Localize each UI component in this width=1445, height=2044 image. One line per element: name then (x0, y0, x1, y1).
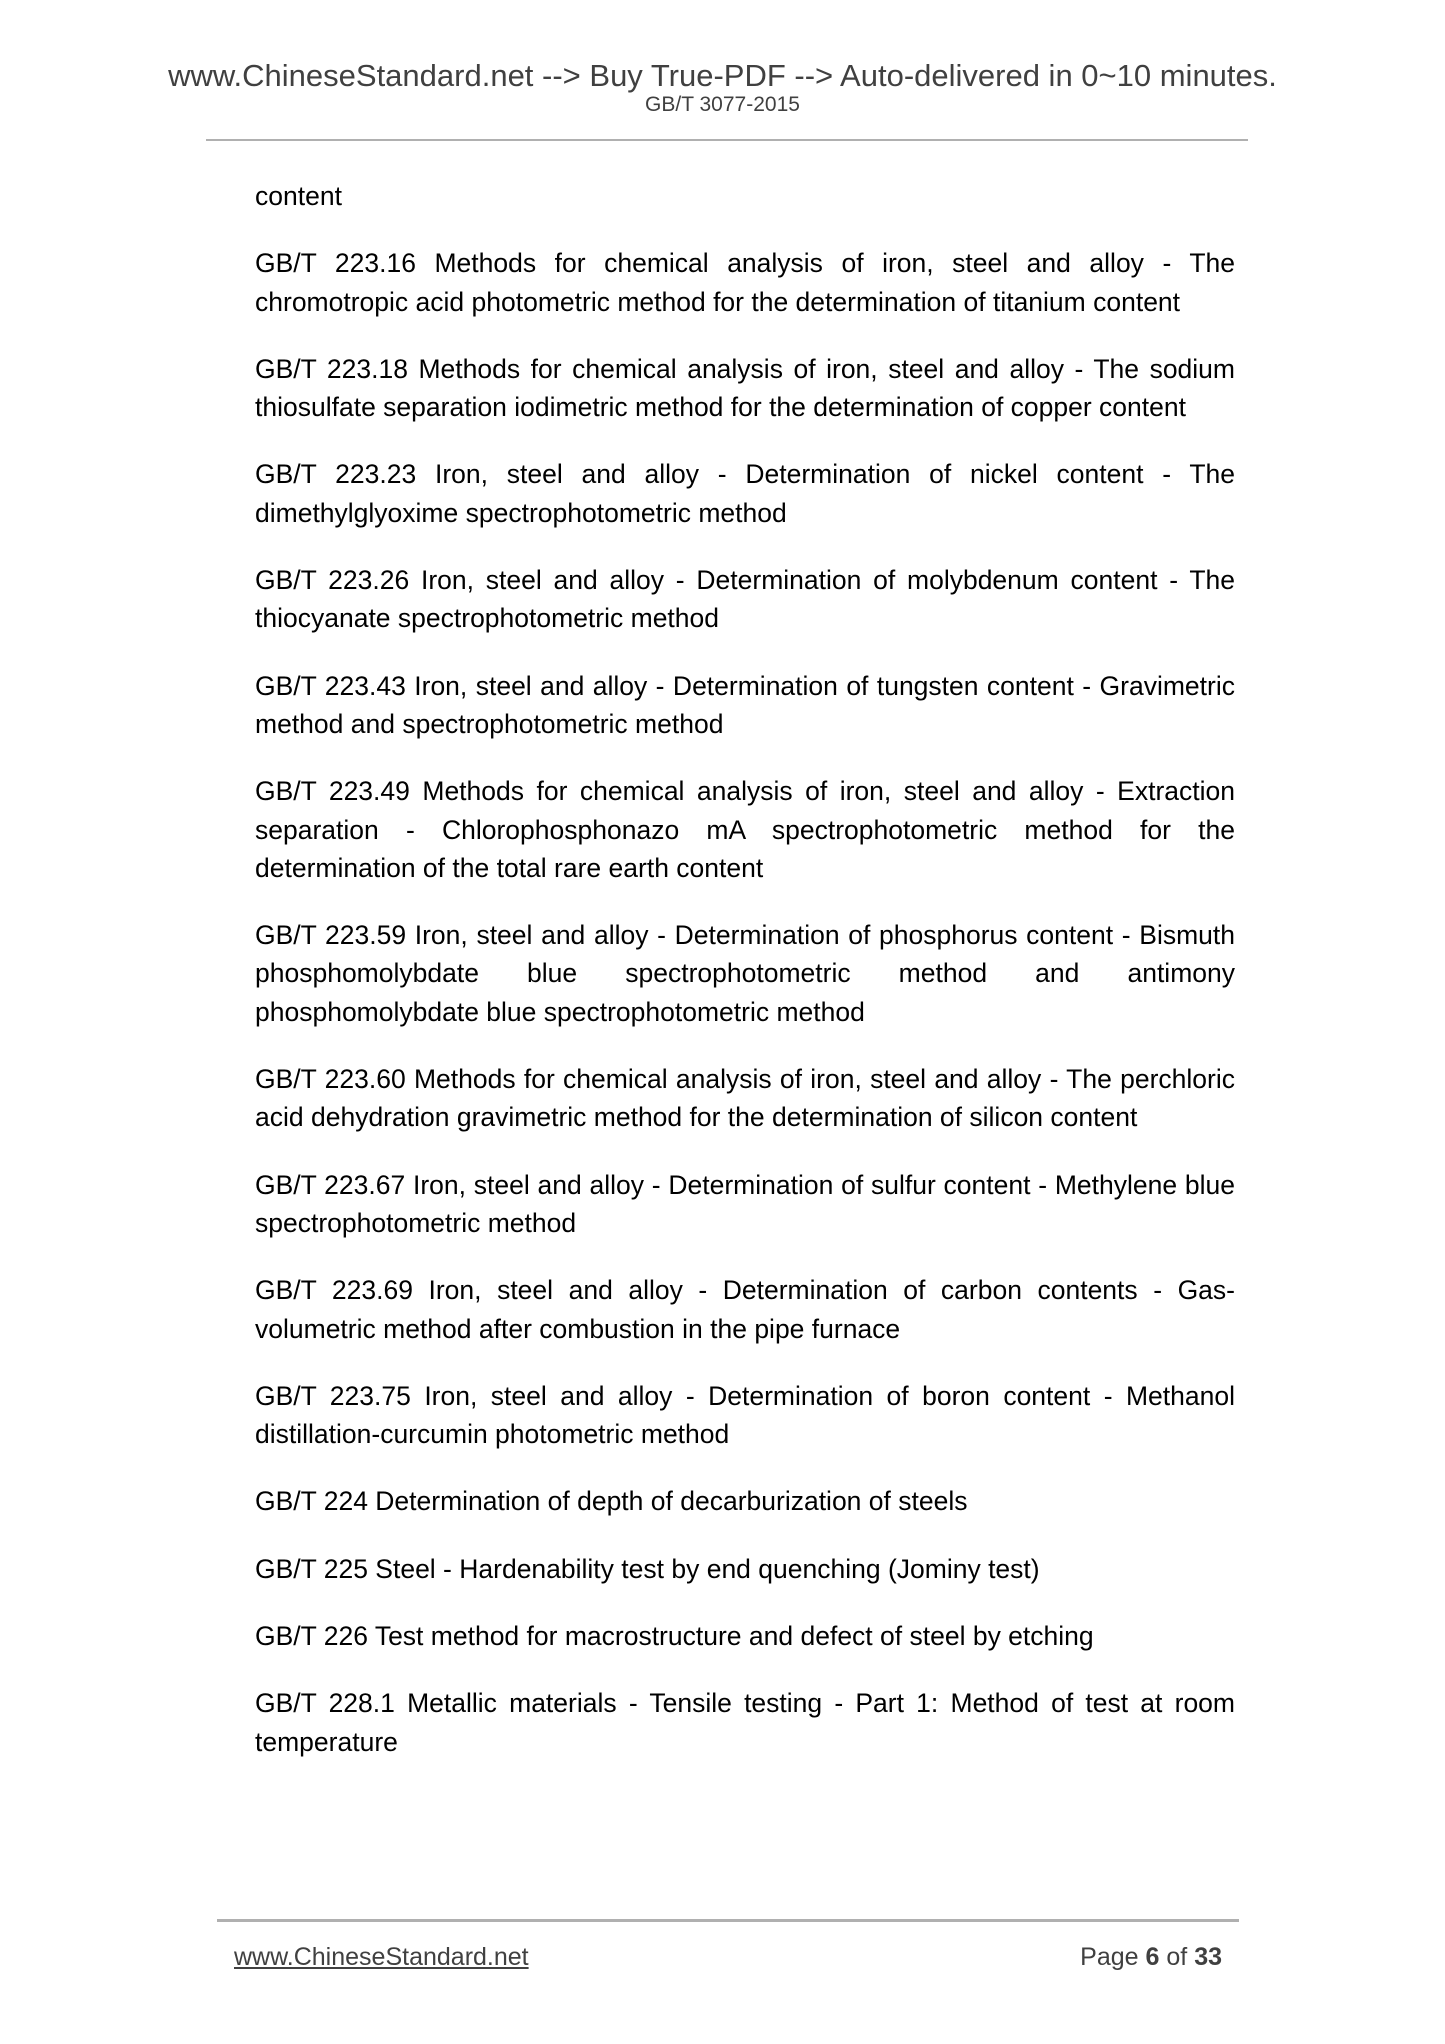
page-prefix: Page (1080, 1943, 1139, 1971)
paragraph: GB/T 223.60 Methods for chemical analysis of iron, steel and alloy - The perchloric acid dehydration gravimetric method for the determination of silicon content (255, 1064, 1235, 1133)
paragraph: GB/T 223.75 Iron, steel and alloy - Determination of boron content - Methanol distillation-curcumin photometric method (255, 1380, 1235, 1450)
header-divider (206, 139, 1248, 141)
paragraph: GB/T 223.69 Iron, steel and alloy - Determination of carbon contents - Gas-volumetric method after combustion in the pipe furnace (255, 1275, 1235, 1344)
paragraph: content (255, 181, 342, 211)
page-indicator (1080, 1943, 1222, 1972)
paragraph: GB/T 223.67 Iron, steel and alloy - Determination of sulfur content - Methylene blue spectrophotometric method (255, 1169, 1235, 1238)
paragraph: GB/T 226 Test method for macrostructure and defect of steel by etching (255, 1621, 1094, 1652)
page-of: of (1166, 1943, 1188, 1971)
paragraph: GB/T 224 Determination of depth of decarburization of steels (255, 1486, 968, 1517)
paragraph: GB/T 223.18 Methods for chemical analysis of iron, steel and alloy - The sodium thiosulfate separation iodimetric method for the determination of copper content (255, 353, 1235, 423)
page-current: 6 (1145, 1943, 1160, 1971)
document-body (255, 177, 1235, 1790)
header-banner: www.ChineseStandard.net --> Buy True-PDF --> Auto-delivered in 0~10 minutes. (168, 58, 1277, 93)
paragraph: GB/T 225 Steel - Hardenability test by end quenching (Jominy test) (255, 1553, 1040, 1584)
paragraph: GB/T 223.16 Methods for chemical analysis of iron, steel and alloy - The chromotropic acid photometric method for the determination of titanium content (255, 248, 1235, 317)
paragraph: GB/T 223.23 Iron, steel and alloy - Determination of nickel content - The dimethylglyoxime spectrophotometric method (255, 459, 1235, 528)
footer-divider (217, 1919, 1239, 1922)
footer-link[interactable]: www.ChineseStandard.net (234, 1943, 529, 1971)
paragraph: GB/T 223.49 Methods for chemical analysis of iron, steel and alloy - Extraction separation - Chlorophosphonazo mA spectrophotometric method for the determination of the total rare earth content (255, 776, 1235, 883)
paragraph: GB/T 223.59 Iron, steel and alloy - Determination of phosphorus content - Bismuth phosphomolybdate blue spectrophotometric method and antimony phosphomolybdate blue spectrophotometric method (255, 920, 1235, 1027)
paragraph: GB/T 223.26 Iron, steel and alloy - Determination of molybdenum content - The thiocyanate spectrophotometric method (255, 565, 1235, 634)
page-total: 33 (1194, 1943, 1222, 1971)
standard-code: GB/T 3077-2015 (645, 93, 800, 116)
paragraph: GB/T 223.43 Iron, steel and alloy - Determination of tungsten content - Gravimetric method and spectrophotometric method (255, 670, 1235, 739)
paragraph: GB/T 228.1 Metallic materials - Tensile testing - Part 1: Method of test at room temperature (255, 1688, 1235, 1757)
